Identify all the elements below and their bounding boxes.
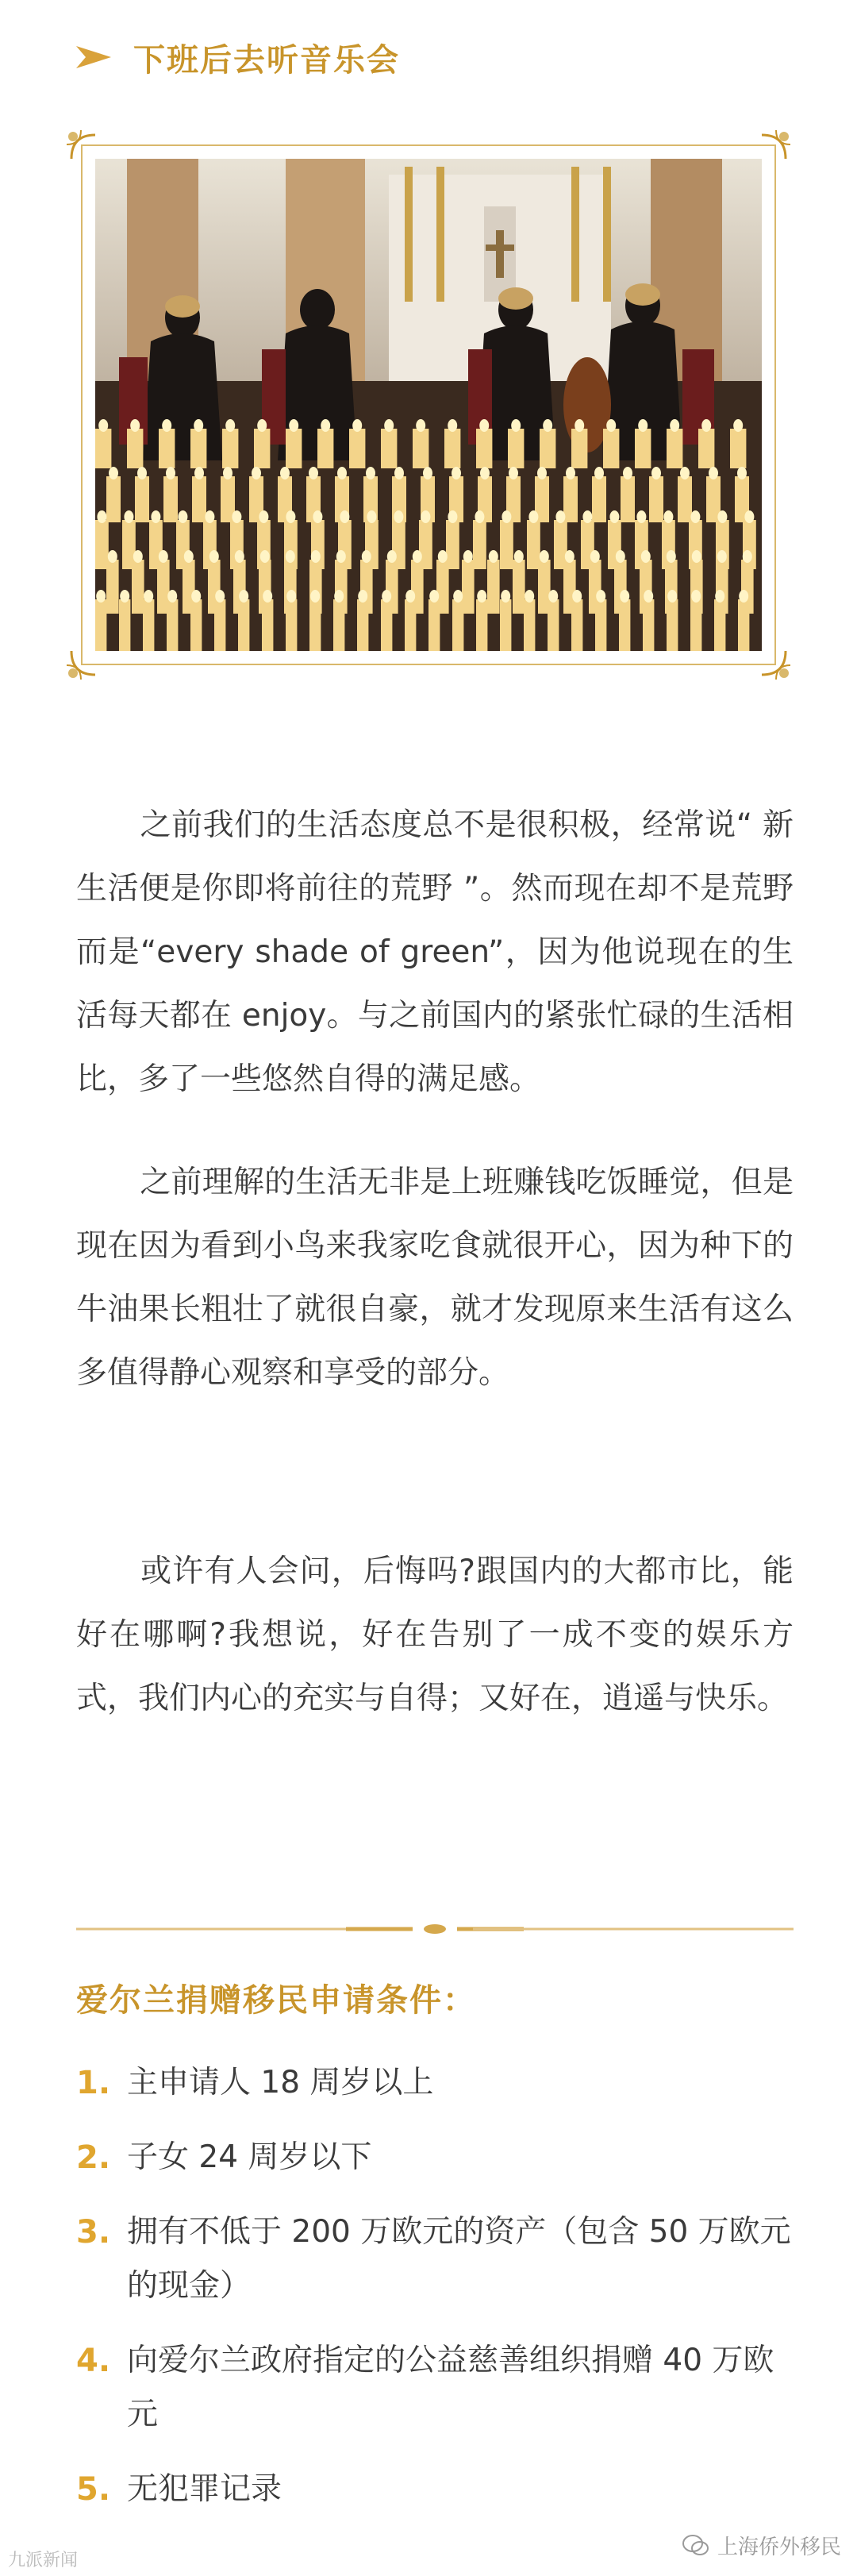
list-item (76, 2205, 794, 2313)
list-text: 子女 24 周岁以下 (127, 2139, 372, 2175)
requirements-list (76, 2056, 794, 2537)
list-item (76, 2462, 794, 2516)
watermark-right-text: 上海侨外移民 (717, 2536, 841, 2559)
list-number: 5. (76, 2471, 111, 2508)
paragraph-2: 之前理解的生活无非是上班赚钱吃饭睡觉，但是现在因为看到小鸟来我家吃食就很开心，因为种下的牛油果长粗壮了就很自豪，就才发现原来生活有这么多值得静心观察和享受的部分。 (76, 1165, 794, 1391)
paragraph-3: 或许有人会问，后悔吗?跟国内的大都市比，能好在哪啊?我想说，好在告别了一成不变的娱乐方式，我们内心的充实与自得；又好在，逍遥与快乐。 (76, 1554, 794, 1716)
concert-photo (95, 159, 762, 651)
ornamental-divider (76, 1919, 794, 1939)
list-number: 3. (76, 2214, 111, 2251)
list-item (76, 2334, 794, 2442)
arrow-right-icon (76, 46, 111, 68)
list-item (76, 2131, 794, 2185)
photo-frame (63, 127, 794, 683)
list-text: 主申请人 18 周岁以上 (127, 2065, 434, 2100)
list-number: 4. (76, 2343, 111, 2379)
list-text: 拥有不低于 200 万欧元的资产（包含 50 万欧元的现金） (127, 2214, 791, 2304)
wechat-icon (682, 2535, 709, 2557)
list-number: 1. (76, 2065, 111, 2101)
paragraph-1: 之前我们的生活态度总不是很积极，经常说“ 新生活便是你即将前往的荒野 ”。然而现在却不是荒野而是“every shade of green”，因为他说现在的生活每天都在 enjoy。与之前国内的紧张忙碌的生活相比，多了一些悠然自得的满足感。 (76, 807, 794, 1097)
list-number: 2. (76, 2139, 111, 2176)
watermark-left: 九派新闻 (8, 2551, 79, 2570)
section-title: 下班后去听音乐会 (133, 41, 400, 79)
list-text: 向爱尔兰政府指定的公益慈善组织捐赠 40 万欧元 (127, 2343, 774, 2432)
watermark-right (682, 2531, 841, 2560)
section-header (76, 32, 400, 83)
string-quartet-candlelight-photo (95, 159, 762, 651)
requirements-title: 爱尔兰捐赠移民申请条件： (76, 1982, 476, 2019)
list-text: 无犯罪记录 (127, 2471, 282, 2507)
list-item (76, 2056, 794, 2110)
